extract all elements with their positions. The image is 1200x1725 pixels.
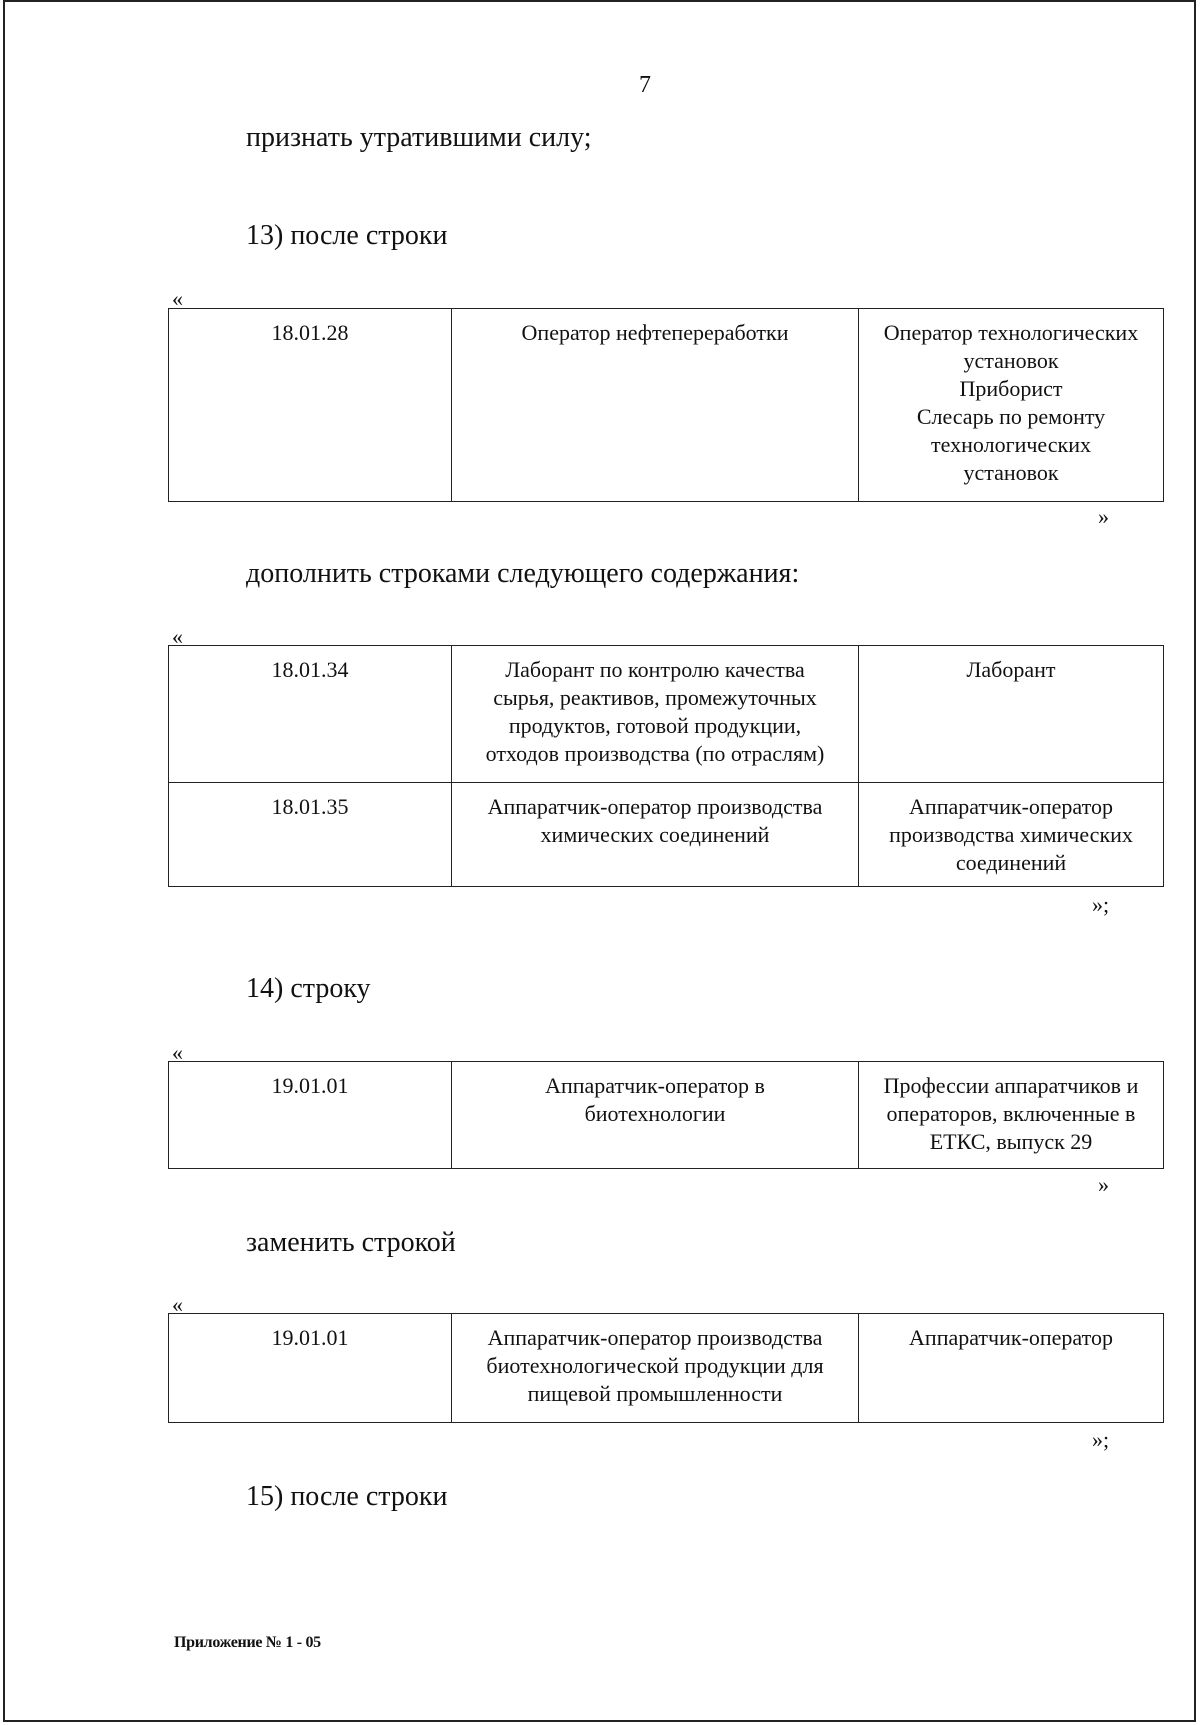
- close-quote-semicolon: »;: [1092, 892, 1110, 917]
- open-quote: «: [172, 286, 183, 311]
- supplement-text: дополнить строками следующего содержания:: [246, 558, 800, 589]
- cell-line: пищевой промышленности: [527, 1381, 783, 1406]
- code-cell: 19.01.01: [169, 1062, 452, 1169]
- table-row: [169, 1314, 1164, 1423]
- cell-line: сырья, реактивов, промежуточных: [493, 685, 817, 710]
- page-number: 7: [639, 72, 651, 98]
- cell-line: ЕТКС, выпуск 29: [929, 1129, 1093, 1154]
- name-cell: [452, 1314, 859, 1423]
- cell-line: производства химических: [889, 822, 1133, 847]
- close-quote: »: [1098, 504, 1109, 529]
- cell-line: продуктов, готовой продукции,: [508, 713, 802, 738]
- cell-line: Профессии аппаратчиков и: [883, 1073, 1139, 1098]
- table-1: [168, 308, 1164, 502]
- table-row: [169, 646, 1164, 783]
- cell-line: Приборист: [959, 376, 1063, 401]
- close-quote: »: [1098, 1172, 1109, 1197]
- table-3: [168, 1061, 1164, 1169]
- cell-line: Аппаратчик-оператор производства: [487, 794, 823, 819]
- cell-line: Оператор технологических: [883, 320, 1139, 345]
- related-cell: [859, 1062, 1164, 1169]
- code-cell: 19.01.01: [169, 1314, 452, 1423]
- cell-line: технологических: [931, 432, 1091, 457]
- cell-line: Аппаратчик-оператор: [909, 794, 1113, 819]
- cell-line: отходов производства (по отраслям): [485, 741, 825, 766]
- name-cell: [452, 646, 859, 783]
- related-cell: [859, 309, 1164, 502]
- item15-heading: 15) после строки: [246, 1481, 448, 1512]
- related-cell: [859, 646, 1164, 783]
- cell-line: Аппаратчик-оператор в: [545, 1073, 765, 1098]
- table-4: [168, 1313, 1164, 1423]
- cell-line: биотехнологической продукции для: [486, 1353, 824, 1378]
- code-cell: 18.01.34: [169, 646, 452, 783]
- cell-line: соединений: [955, 850, 1067, 875]
- replace-text: заменить строкой: [246, 1227, 456, 1258]
- table-row: [169, 783, 1164, 887]
- related-cell: [859, 783, 1164, 887]
- item14-heading: 14) строку: [246, 973, 371, 1004]
- footer-appendix-label: Приложение № 1 - 05: [174, 1634, 321, 1651]
- open-quote: «: [172, 624, 183, 649]
- cell-line: химических соединений: [540, 822, 770, 847]
- cell-line: Оператор нефтепереработки: [521, 320, 789, 345]
- name-cell: [452, 309, 859, 502]
- table-row: [169, 1062, 1164, 1169]
- related-cell: [859, 1314, 1164, 1423]
- cell-line: Аппаратчик-оператор: [909, 1325, 1113, 1350]
- intro-text: признать утратившими силу;: [246, 122, 592, 153]
- open-quote: «: [172, 1040, 183, 1065]
- cell-line: Аппаратчик-оператор производства: [487, 1325, 823, 1350]
- name-cell: [452, 783, 859, 887]
- cell-line: установок: [963, 460, 1059, 485]
- cell-line: Слесарь по ремонту: [916, 404, 1106, 429]
- cell-line: Лаборант: [966, 657, 1056, 682]
- close-quote-semicolon: »;: [1092, 1427, 1110, 1452]
- table-row: [169, 309, 1164, 502]
- cell-line: установок: [963, 348, 1059, 373]
- cell-line: биотехнологии: [584, 1101, 726, 1126]
- table-2: [168, 645, 1164, 887]
- cell-line: Лаборант по контролю качества: [505, 657, 805, 682]
- code-cell: 18.01.28: [169, 309, 452, 502]
- item13-heading: 13) после строки: [246, 220, 448, 251]
- open-quote: «: [172, 1292, 183, 1317]
- code-cell: 18.01.35: [169, 783, 452, 887]
- cell-line: операторов, включенные в: [886, 1101, 1136, 1126]
- name-cell: [452, 1062, 859, 1169]
